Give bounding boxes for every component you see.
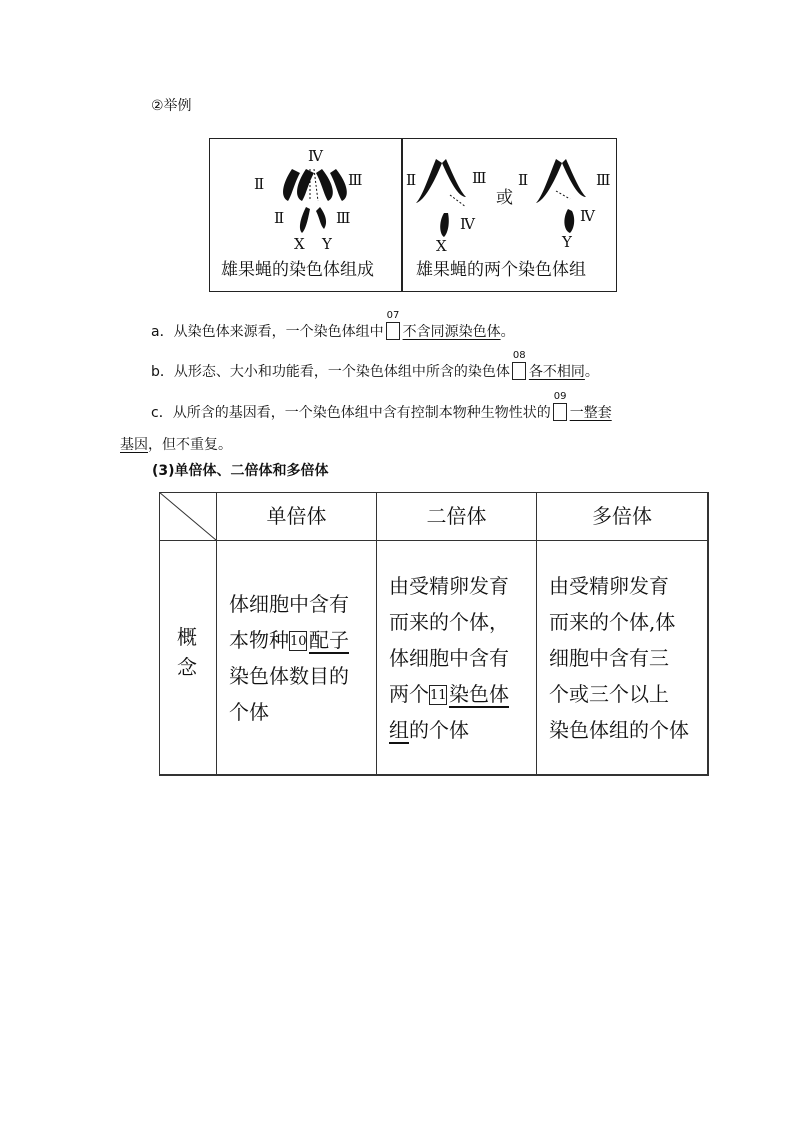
polyploid-line-5: 染色体组的个体	[549, 718, 689, 742]
haploid-line-4: 个体	[229, 700, 269, 724]
blank-number-08: 08	[512, 350, 526, 361]
item-b-suffix: 。	[584, 364, 599, 380]
item-b	[151, 350, 599, 381]
label-iv-right: Ⅳ	[460, 215, 475, 233]
label-x-left: X	[294, 235, 305, 253]
haploid-line-2-prefix: 本物种	[229, 628, 289, 652]
figure-left-caption: 雄果蝇的染色体组成	[221, 260, 374, 280]
table-header-rule	[159, 540, 709, 541]
label-x-right: X	[436, 237, 447, 255]
chromosome-x	[300, 207, 310, 233]
item-b-prefix: b．从形态、大小和功能看，一个染色体组中所含的染色体	[151, 364, 510, 380]
header-diploid: 二倍体	[426, 504, 487, 528]
cell-diploid-concept	[389, 568, 534, 748]
diploid-line-1: 由受精卵发育	[389, 574, 509, 598]
label-iii-left: Ⅲ	[348, 171, 363, 189]
blank-box-08	[512, 350, 526, 380]
table-corner-diagonal	[159, 492, 217, 541]
label-ii-right: Ⅱ	[406, 171, 417, 189]
label-ii-left-2: Ⅱ	[274, 209, 285, 227]
cell-haploid-concept	[229, 586, 374, 730]
chromosome-ii-right-2	[536, 159, 562, 203]
chromosome-x-right	[440, 213, 449, 237]
diploid-line-3: 体细胞中含有	[389, 646, 509, 670]
row-label-char-2: 念	[177, 655, 197, 679]
chromosome-ii-right	[416, 159, 442, 203]
blank-box-11: 11	[429, 685, 447, 705]
figure-right-caption: 雄果蝇的两个染色体组	[416, 260, 586, 280]
chromosome-iv-right	[450, 195, 466, 207]
item-c	[151, 391, 612, 422]
haploid-line-3: 染色体数目的	[229, 664, 349, 688]
ploidy-table	[159, 492, 709, 776]
chromosome-iii-right	[442, 159, 466, 197]
diploid-line-5-suffix: 的个体	[409, 718, 469, 742]
chromosome-y-right	[564, 209, 574, 233]
polyploid-line-2: 而来的个体,体	[549, 610, 676, 634]
chromosome-iii-a	[316, 169, 333, 201]
blank-box-07	[386, 310, 400, 340]
label-iii-left-2: Ⅲ	[336, 209, 351, 227]
item-c-answer-2: 基因	[120, 437, 148, 453]
label-iv-right-2: Ⅳ	[580, 207, 595, 225]
item-c-answer-1: 一整套	[569, 405, 612, 421]
header-polyploid: 多倍体	[592, 504, 652, 528]
chromosome-iii-b	[330, 169, 347, 201]
table-border-right	[707, 492, 709, 776]
table-col-rule-2	[376, 492, 377, 776]
header-haploid: 单倍体	[266, 504, 327, 528]
section-example-heading: ②举例	[151, 98, 192, 114]
chromosome-figure	[209, 138, 617, 292]
label-iii-right-2: Ⅲ	[596, 171, 611, 189]
chromosome-drawing	[210, 139, 615, 257]
label-ii-right-2: Ⅱ	[518, 171, 529, 189]
cell-polyploid-concept	[549, 568, 707, 748]
chromosome-iii-right-2	[562, 159, 586, 197]
diploid-line-4-prefix: 两个	[389, 682, 429, 706]
row-label-char-1: 概	[177, 625, 197, 649]
label-iv-left: Ⅳ	[308, 147, 323, 165]
polyploid-line-3: 细胞中含有三	[549, 646, 669, 670]
label-y-right: Y	[562, 233, 572, 251]
item-c-suffix: ，但不重复。	[148, 437, 232, 453]
diploid-line-4	[389, 676, 534, 712]
table-border-top	[159, 492, 709, 493]
polyploid-line-1: 由受精卵发育	[549, 574, 669, 598]
item-a-suffix: 。	[500, 324, 515, 340]
polyploid-line-4: 个或三个以上	[549, 682, 669, 706]
item-b-answer: 各不相同	[528, 364, 585, 380]
chromosome-ii-b	[297, 169, 314, 201]
item-c-continued	[120, 436, 232, 454]
label-ii-left: Ⅱ	[254, 175, 265, 193]
blank-box-09	[553, 391, 567, 421]
diploid-line-2: 而来的个体，	[389, 610, 509, 634]
label-y-left: Y	[322, 235, 332, 253]
item-c-prefix: c．从所含的基因看，一个染色体组中含有控制本物种生物性状的	[151, 405, 551, 421]
item-a-prefix: a．从染色体来源看，一个染色体组中	[151, 324, 384, 340]
diploid-answer-cont: 组	[389, 718, 409, 742]
row-label-concept	[177, 622, 201, 682]
table-border-bottom	[159, 774, 709, 776]
table-col-rule-3	[536, 492, 537, 776]
haploid-answer: 配子	[309, 628, 349, 652]
blank-box-10: 10	[289, 631, 307, 651]
chromosome-y	[316, 207, 326, 229]
haploid-line-2	[229, 622, 374, 658]
diploid-answer: 染色体	[449, 682, 509, 706]
label-iii-right: Ⅲ	[472, 169, 487, 187]
haploid-line-1: 体细胞中含有	[229, 592, 349, 616]
blank-number-09: 09	[553, 391, 567, 402]
diploid-line-5	[389, 712, 534, 748]
section3-title: (3)单倍体、二倍体和多倍体	[152, 463, 329, 479]
item-a-answer: 不含同源染色体	[402, 324, 501, 340]
item-a	[151, 310, 515, 341]
label-or: 或	[496, 188, 513, 208]
chromosome-ii-a	[283, 169, 300, 201]
blank-number-07: 07	[386, 310, 400, 321]
chromosome-iv-right-2	[556, 191, 570, 199]
